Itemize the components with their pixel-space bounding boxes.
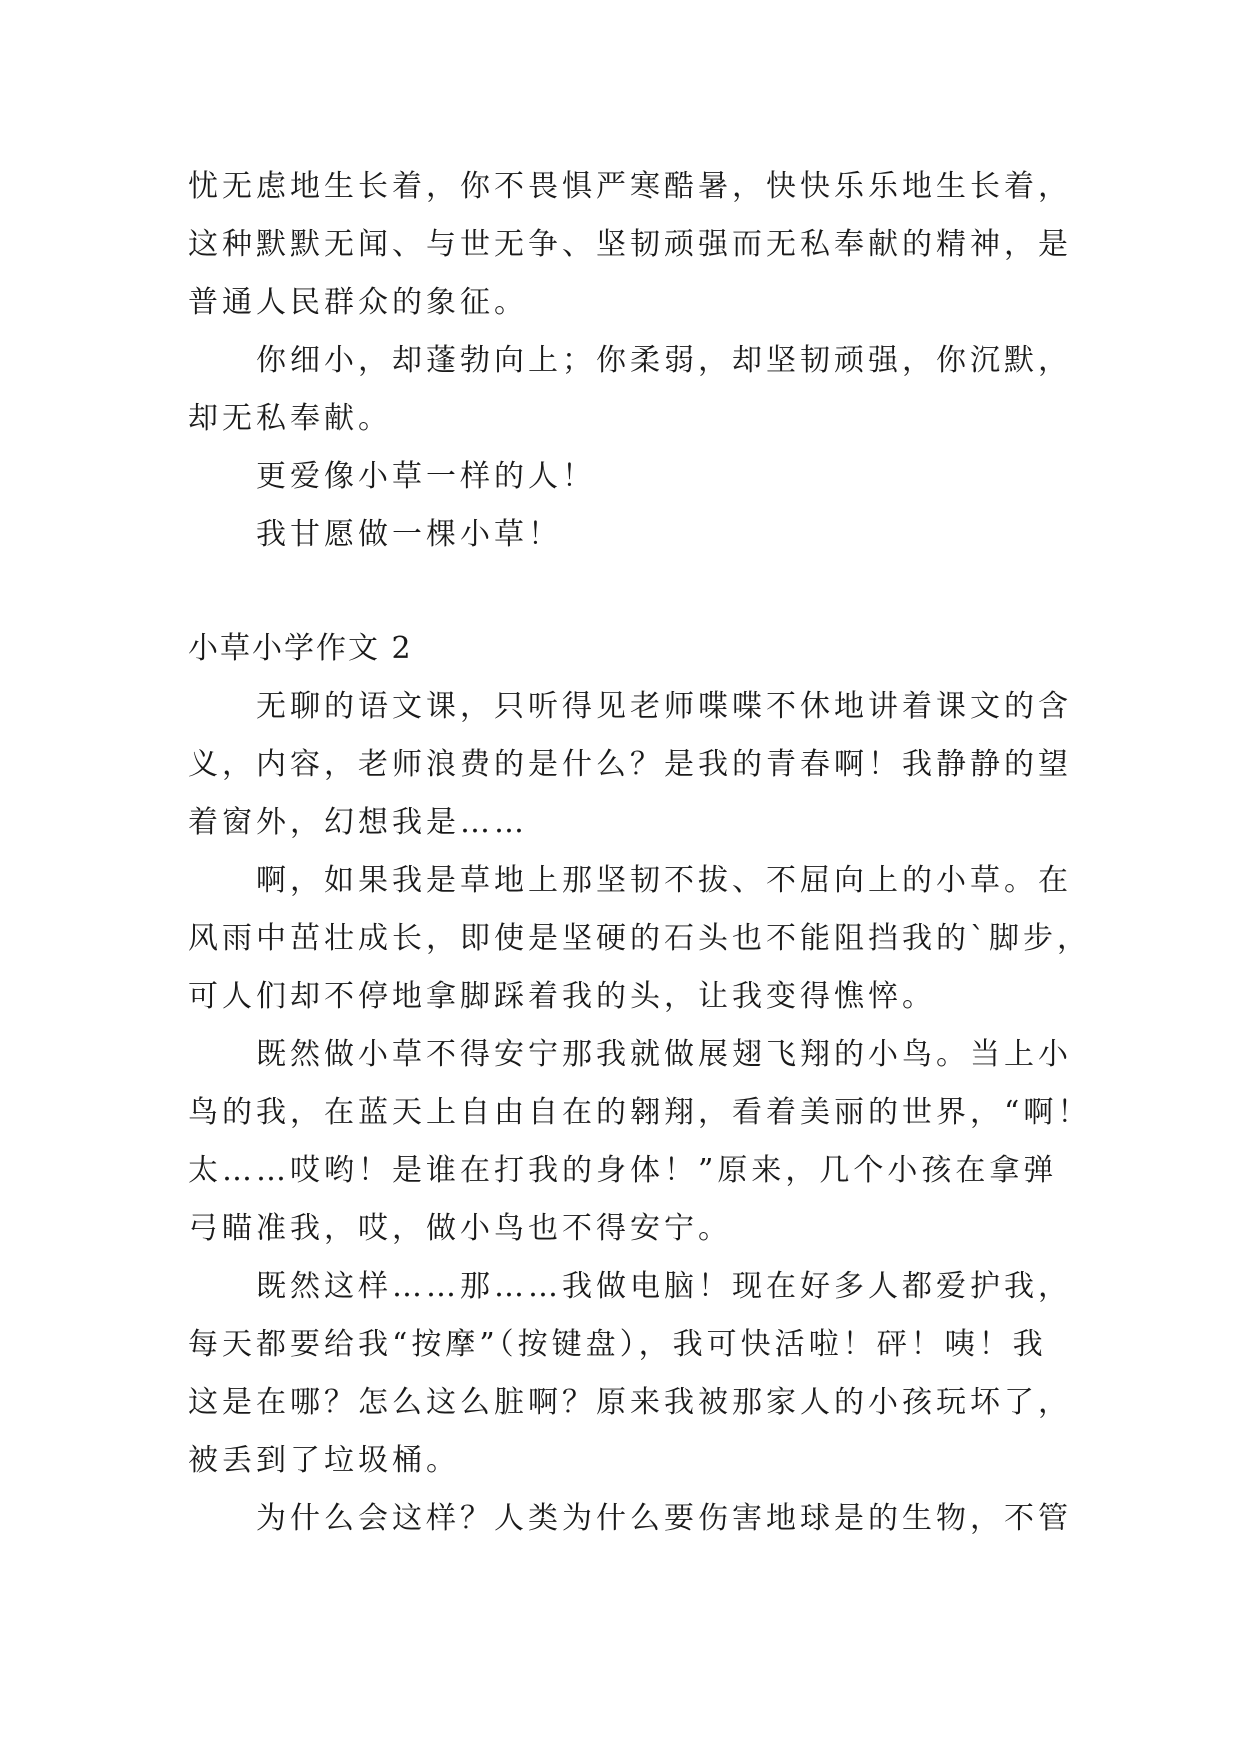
paragraph-line: 着窗外，幻想我是……: [188, 805, 528, 840]
paragraph-line: 被丢到了垃圾桶。: [188, 1443, 460, 1478]
section-heading: 小草小学作文 2: [188, 631, 413, 666]
paragraph-line: 可人们却不停地拿脚踩着我的头，让我变得憔悴。: [188, 979, 936, 1014]
paragraph-line: 这是在哪？怎么这么脏啊？原来我被那家人的小孩玩坏了，: [188, 1385, 1072, 1420]
paragraph-line: 我甘愿做一棵小草！: [256, 517, 562, 552]
paragraph-line: 你细小，却蓬勃向上；你柔弱，却坚韧顽强，你沉默，: [256, 343, 1072, 378]
paragraph-line: 忧无虑地生长着，你不畏惧严寒酷暑，快快乐乐地生长着，: [188, 169, 1072, 204]
paragraph-line: 为什么会这样？人类为什么要伤害地球是的生物，不管: [256, 1501, 1072, 1536]
paragraph-line: 既然做小草不得安宁那我就做展翅飞翔的小鸟。当上小: [256, 1037, 1072, 1072]
paragraph-line: 更爱像小草一样的人！: [256, 459, 596, 494]
paragraph-line: 太……哎哟！是谁在打我的身体！”原来，几个小孩在拿弹: [188, 1153, 1058, 1188]
paragraph-line: 风雨中茁壮成长，即使是坚硬的石头也不能阻挡我的`脚步，: [188, 921, 1091, 956]
paragraph-line: 既然这样……那……我做电脑！现在好多人都爱护我，: [256, 1269, 1072, 1304]
paragraph-line: 义，内容，老师浪费的是什么？是我的青春啊！我静静的望: [188, 747, 1072, 782]
paragraph-line: 弓瞄准我，哎，做小鸟也不得安宁。: [188, 1211, 732, 1246]
paragraph-line: 却无私奉献。: [188, 401, 392, 436]
paragraph-line: 无聊的语文课，只听得见老师喋喋不休地讲着课文的含: [256, 689, 1072, 724]
paragraph-line: 普通人民群众的象征。: [188, 285, 528, 320]
paragraph-line: 啊，如果我是草地上那坚韧不拔、不屈向上的小草。在: [256, 863, 1072, 898]
paragraph-line: 每天都要给我“按摩”（按键盘），我可快活啦！砰！咦！我: [188, 1327, 1047, 1362]
paragraph-line: 这种默默无闻、与世无争、坚韧顽强而无私奉献的精神，是: [188, 227, 1072, 262]
paragraph-line: 鸟的我，在蓝天上自由自在的翱翔，看着美丽的世界，“啊！: [188, 1095, 1092, 1130]
